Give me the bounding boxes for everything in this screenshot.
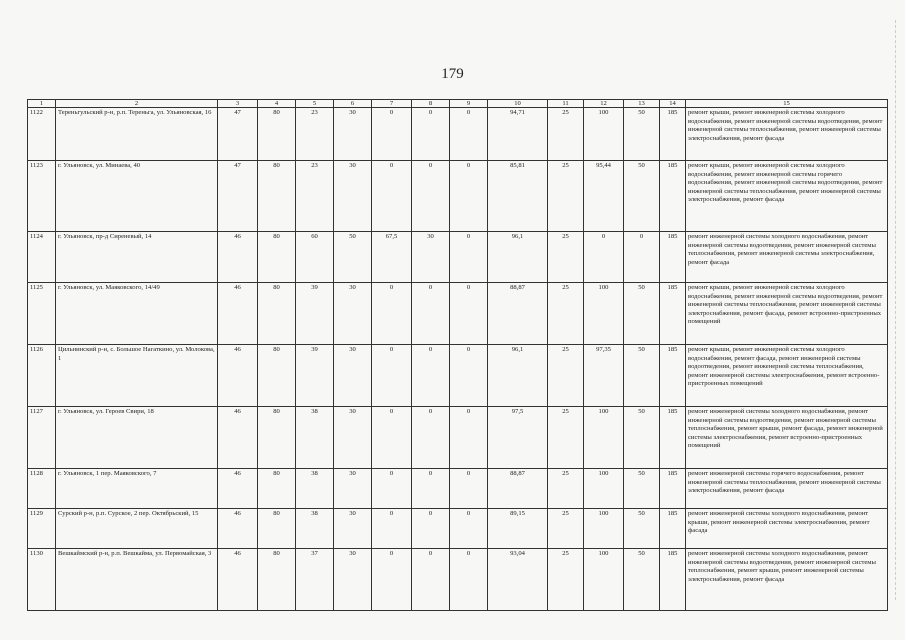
column-header: 15 bbox=[686, 100, 888, 108]
address-cell: г. Ульяновск, ул. Маяковского, 14/49 bbox=[56, 283, 218, 345]
works-list-cell: ремонт инженерной системы холодного водоснабжения, ремонт инженерной системы водоотведения, ремонт инженерной системы теплоснабжения, ремонт крыши, ремонт фасада, ремонт инженерной системы электроснабжения, ремонт встроенно-пристроенных помещений bbox=[686, 407, 888, 469]
value-cell: 47 bbox=[218, 108, 258, 161]
value-cell: 39 bbox=[296, 345, 334, 407]
value-cell: 50 bbox=[624, 469, 660, 509]
value-cell: 46 bbox=[218, 232, 258, 283]
table-row bbox=[28, 232, 888, 283]
value-cell: 0 bbox=[372, 345, 412, 407]
address-cell: г. Ульяновск, ул. Минаева, 40 bbox=[56, 161, 218, 232]
value-cell: 100 bbox=[584, 283, 624, 345]
value-cell: 30 bbox=[334, 161, 372, 232]
value-cell: 80 bbox=[258, 549, 296, 611]
value-cell: 0 bbox=[372, 549, 412, 611]
value-cell: 46 bbox=[218, 509, 258, 549]
value-cell: 46 bbox=[218, 407, 258, 469]
value-cell: 94,71 bbox=[488, 108, 548, 161]
address-cell: г. Ульяновск, пр-д Сиреневый, 14 bbox=[56, 232, 218, 283]
value-cell: 30 bbox=[334, 549, 372, 611]
value-cell: 100 bbox=[584, 469, 624, 509]
value-cell: 80 bbox=[258, 232, 296, 283]
works-list-cell: ремонт инженерной системы горячего водоснабжения, ремонт инженерной системы теплоснабжения, ремонт инженерной системы электроснабжения, ремонт фасада bbox=[686, 469, 888, 509]
address-cell: Вешкаймский р-н, р.п. Вешкайма, ул. Первомайская, 3 bbox=[56, 549, 218, 611]
column-header: 11 bbox=[548, 100, 584, 108]
value-cell: 97,5 bbox=[488, 407, 548, 469]
value-cell: 0 bbox=[450, 509, 488, 549]
value-cell: 185 bbox=[660, 283, 686, 345]
value-cell: 100 bbox=[584, 108, 624, 161]
value-cell: 23 bbox=[296, 108, 334, 161]
value-cell: 67,5 bbox=[372, 232, 412, 283]
row-number-cell: 1124 bbox=[28, 232, 56, 283]
value-cell: 80 bbox=[258, 509, 296, 549]
value-cell: 100 bbox=[584, 509, 624, 549]
value-cell: 0 bbox=[584, 232, 624, 283]
value-cell: 0 bbox=[372, 407, 412, 469]
value-cell: 185 bbox=[660, 232, 686, 283]
value-cell: 0 bbox=[450, 283, 488, 345]
value-cell: 185 bbox=[660, 549, 686, 611]
value-cell: 25 bbox=[548, 509, 584, 549]
value-cell: 80 bbox=[258, 407, 296, 469]
value-cell: 46 bbox=[218, 283, 258, 345]
address-cell: Тереньгульский р-н, р.п. Тереньга, ул. Ульяновская, 16 bbox=[56, 108, 218, 161]
value-cell: 0 bbox=[450, 161, 488, 232]
row-number-cell: 1129 bbox=[28, 509, 56, 549]
value-cell: 50 bbox=[624, 549, 660, 611]
value-cell: 185 bbox=[660, 108, 686, 161]
address-cell: Цильнинский р-н, с. Большое Нагаткино, ул. Молокова, 1 bbox=[56, 345, 218, 407]
works-list-cell: ремонт инженерной системы холодного водоснабжения, ремонт инженерной системы водоотведения, ремонт инженерной системы теплоснабжения, ремонт инженерной системы электроснабжения, ремонт фасада bbox=[686, 232, 888, 283]
value-cell: 25 bbox=[548, 232, 584, 283]
column-header: 2 bbox=[56, 100, 218, 108]
table-row bbox=[28, 283, 888, 345]
column-header: 6 bbox=[334, 100, 372, 108]
value-cell: 38 bbox=[296, 509, 334, 549]
works-list-cell: ремонт крыши, ремонт инженерной системы холодного водоснабжения, ремонт фасада, ремонт инженерной системы водоотведения, ремонт инженерной системы теплоснабжения, ремонт инженерной системы электроснабжения, ремонт встроенно-пристроенных помещений bbox=[686, 345, 888, 407]
value-cell: 0 bbox=[412, 549, 450, 611]
value-cell: 0 bbox=[372, 161, 412, 232]
value-cell: 0 bbox=[412, 509, 450, 549]
table-row bbox=[28, 407, 888, 469]
address-cell: Сурский р-н, р.п. Сурское, 2 пер. Октябрьский, 15 bbox=[56, 509, 218, 549]
value-cell: 30 bbox=[334, 283, 372, 345]
value-cell: 25 bbox=[548, 407, 584, 469]
column-header: 9 bbox=[450, 100, 488, 108]
address-cell: г. Ульяновск, ул. Героев Свири, 18 bbox=[56, 407, 218, 469]
value-cell: 185 bbox=[660, 509, 686, 549]
value-cell: 38 bbox=[296, 407, 334, 469]
table-row bbox=[28, 108, 888, 161]
value-cell: 50 bbox=[624, 407, 660, 469]
scan-edge-mark bbox=[895, 20, 897, 600]
value-cell: 0 bbox=[372, 469, 412, 509]
column-header: 10 bbox=[488, 100, 548, 108]
value-cell: 80 bbox=[258, 108, 296, 161]
value-cell: 80 bbox=[258, 469, 296, 509]
works-list-cell: ремонт крыши, ремонт инженерной системы холодного водоснабжения, ремонт инженерной системы горячего водоснабжения, ремонт инженерной системы водоотведения, ремонт инженерной системы теплоснабжения, ремонт инженерной системы электроснабжения, ремонт фасада bbox=[686, 161, 888, 232]
value-cell: 100 bbox=[584, 549, 624, 611]
value-cell: 96,1 bbox=[488, 345, 548, 407]
value-cell: 0 bbox=[450, 108, 488, 161]
value-cell: 0 bbox=[372, 108, 412, 161]
value-cell: 25 bbox=[548, 283, 584, 345]
column-header: 3 bbox=[218, 100, 258, 108]
value-cell: 93,04 bbox=[488, 549, 548, 611]
value-cell: 0 bbox=[450, 232, 488, 283]
value-cell: 50 bbox=[334, 232, 372, 283]
table-row bbox=[28, 345, 888, 407]
value-cell: 60 bbox=[296, 232, 334, 283]
column-header: 4 bbox=[258, 100, 296, 108]
value-cell: 80 bbox=[258, 345, 296, 407]
value-cell: 80 bbox=[258, 283, 296, 345]
row-number-cell: 1125 bbox=[28, 283, 56, 345]
value-cell: 185 bbox=[660, 469, 686, 509]
value-cell: 95,44 bbox=[584, 161, 624, 232]
value-cell: 25 bbox=[548, 161, 584, 232]
works-list-cell: ремонт крыши, ремонт инженерной системы холодного водоснабжения, ремонт инженерной системы водоотведения, ремонт инженерной системы теплоснабжения, ремонт инженерной системы электроснабжения, ремонт фасада, ремонт встроенно-пристроенных помещений bbox=[686, 283, 888, 345]
value-cell: 185 bbox=[660, 161, 686, 232]
value-cell: 0 bbox=[450, 407, 488, 469]
value-cell: 46 bbox=[218, 469, 258, 509]
column-header: 7 bbox=[372, 100, 412, 108]
row-number-cell: 1127 bbox=[28, 407, 56, 469]
value-cell: 80 bbox=[258, 161, 296, 232]
row-number-cell: 1130 bbox=[28, 549, 56, 611]
table-row bbox=[28, 549, 888, 611]
works-list-cell: ремонт инженерной системы холодного водоснабжения, ремонт инженерной системы водоотведения, ремонт инженерной системы теплоснабжения, ремонт крыши, ремонт инженерной системы электроснабжения, ремонт фасада bbox=[686, 549, 888, 611]
value-cell: 30 bbox=[334, 407, 372, 469]
table-row bbox=[28, 161, 888, 232]
value-cell: 0 bbox=[624, 232, 660, 283]
value-cell: 0 bbox=[450, 345, 488, 407]
repair-priority-table bbox=[27, 99, 888, 611]
column-header: 13 bbox=[624, 100, 660, 108]
page-number: 179 bbox=[441, 66, 464, 82]
value-cell: 30 bbox=[334, 345, 372, 407]
value-cell: 0 bbox=[372, 509, 412, 549]
row-number-cell: 1126 bbox=[28, 345, 56, 407]
value-cell: 23 bbox=[296, 161, 334, 232]
row-number-cell: 1128 bbox=[28, 469, 56, 509]
value-cell: 30 bbox=[412, 232, 450, 283]
value-cell: 185 bbox=[660, 407, 686, 469]
value-cell: 88,87 bbox=[488, 469, 548, 509]
value-cell: 50 bbox=[624, 283, 660, 345]
value-cell: 185 bbox=[660, 345, 686, 407]
column-header: 12 bbox=[584, 100, 624, 108]
value-cell: 0 bbox=[450, 469, 488, 509]
value-cell: 85,81 bbox=[488, 161, 548, 232]
value-cell: 0 bbox=[412, 469, 450, 509]
value-cell: 97,35 bbox=[584, 345, 624, 407]
column-number-row bbox=[28, 100, 888, 108]
column-header: 5 bbox=[296, 100, 334, 108]
value-cell: 39 bbox=[296, 283, 334, 345]
value-cell: 0 bbox=[412, 108, 450, 161]
value-cell: 88,87 bbox=[488, 283, 548, 345]
column-header: 14 bbox=[660, 100, 686, 108]
value-cell: 0 bbox=[412, 283, 450, 345]
value-cell: 50 bbox=[624, 345, 660, 407]
table-row bbox=[28, 509, 888, 549]
value-cell: 50 bbox=[624, 509, 660, 549]
value-cell: 0 bbox=[412, 407, 450, 469]
works-list-cell: ремонт крыши, ремонт инженерной системы холодного водоснабжения, ремонт инженерной системы водоотведения, ремонт инженерной системы теплоснабжения, ремонт инженерной системы электроснабжения, ремонт фасада bbox=[686, 108, 888, 161]
value-cell: 25 bbox=[548, 345, 584, 407]
value-cell: 50 bbox=[624, 108, 660, 161]
value-cell: 0 bbox=[372, 283, 412, 345]
column-header: 8 bbox=[412, 100, 450, 108]
table-row bbox=[28, 469, 888, 509]
value-cell: 38 bbox=[296, 469, 334, 509]
value-cell: 100 bbox=[584, 407, 624, 469]
value-cell: 25 bbox=[548, 469, 584, 509]
value-cell: 25 bbox=[548, 108, 584, 161]
value-cell: 46 bbox=[218, 549, 258, 611]
row-number-cell: 1123 bbox=[28, 161, 56, 232]
address-cell: г. Ульяновск, 1 пер. Маяковского, 7 bbox=[56, 469, 218, 509]
value-cell: 37 bbox=[296, 549, 334, 611]
column-header: 1 bbox=[28, 100, 56, 108]
value-cell: 0 bbox=[412, 345, 450, 407]
value-cell: 0 bbox=[412, 161, 450, 232]
value-cell: 30 bbox=[334, 509, 372, 549]
value-cell: 89,15 bbox=[488, 509, 548, 549]
value-cell: 50 bbox=[624, 161, 660, 232]
value-cell: 46 bbox=[218, 345, 258, 407]
row-number-cell: 1122 bbox=[28, 108, 56, 161]
value-cell: 47 bbox=[218, 161, 258, 232]
value-cell: 96,1 bbox=[488, 232, 548, 283]
value-cell: 30 bbox=[334, 108, 372, 161]
works-list-cell: ремонт инженерной системы холодного водоснабжения, ремонт крыши, ремонт инженерной системы электроснабжения, ремонт фасада bbox=[686, 509, 888, 549]
value-cell: 30 bbox=[334, 469, 372, 509]
value-cell: 0 bbox=[450, 549, 488, 611]
value-cell: 25 bbox=[548, 549, 584, 611]
